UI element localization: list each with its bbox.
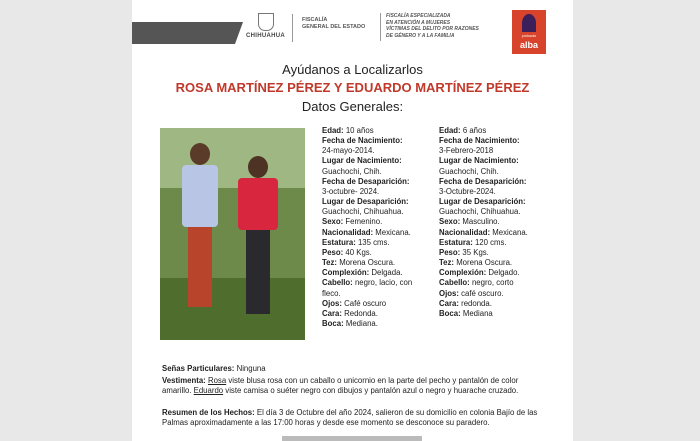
- fiscalia-line: GENERAL DEL ESTADO: [302, 24, 366, 30]
- detail-nationality: Nacionalidad: Mexicana.: [322, 227, 411, 237]
- detail-disappear-date-label: Fecha de Desaparición:: [439, 176, 527, 186]
- child-figure-eduardo: [238, 156, 278, 316]
- detail-sex: Sexo: Masculino.: [439, 217, 500, 227]
- detail-hair: Cabello: negro, corto: [439, 278, 514, 288]
- detail-disappear-place-label: Lugar de Desaparición:: [439, 197, 526, 207]
- especializada-line: VÍCTIMAS DEL DELITO POR RAZONES: [386, 26, 479, 32]
- detail-eyes: Ojos: café oscuro.: [439, 288, 504, 298]
- pants: [188, 227, 212, 307]
- alba-sub-label: protocolo: [521, 34, 537, 38]
- missing-persons-poster: [132, 0, 573, 441]
- detail-eyes: Ojos: Café oscuro: [322, 298, 387, 308]
- detail-birthplace-label: Lugar de Nacimiento:: [322, 156, 402, 166]
- facts-summary: Resumen de los Hechos: El día 3 de Octubre del año 2024, salieron de su domicilio en colonia Bajío de las Palmas aproximadamente a las 17:00 horas y desde ese momento se desconoce su paradero.: [162, 408, 538, 427]
- detail-build: Complexión: Delgado.: [439, 268, 520, 278]
- detail-hair: Cabello: negro, lacio, con: [322, 278, 413, 288]
- detail-disappear-date: 3-octubre- 2024.: [322, 186, 380, 196]
- header-divider: [380, 13, 381, 41]
- detail-hair-cont: fleco.: [322, 288, 341, 298]
- detail-complexion-tez: Tez: Morena Oscura.: [439, 258, 513, 268]
- detail-disappear-place-label: Lugar de Desaparición:: [322, 197, 409, 207]
- header-bar: [132, 22, 235, 44]
- detail-disappear-date-label: Fecha de Desaparición:: [322, 176, 410, 186]
- especializada-line: DE GÉNERO Y A LA FAMILIA: [386, 32, 455, 39]
- head: [248, 156, 268, 178]
- detail-face: Cara: redonda.: [439, 298, 492, 308]
- alba-figure-icon: [522, 14, 536, 32]
- sweater: [238, 178, 278, 230]
- child-figure-rosa: [180, 143, 220, 313]
- head: [190, 143, 210, 165]
- detail-birthplace-label: Lugar de Nacimiento:: [439, 156, 519, 166]
- detail-birthdate-label: Fecha de Nacimiento:: [439, 136, 520, 146]
- state-logo-text: CHIHUAHUA: [246, 33, 286, 39]
- detail-disappear-place: Guachochi, Chihuahua.: [439, 207, 521, 217]
- fiscalia-line: FISCALÍA: [302, 17, 328, 23]
- detail-birthplace: Guachochi, Chih.: [322, 166, 382, 176]
- fiscalia-text: [302, 17, 365, 31]
- detail-weight: Peso: 40 Kgs.: [322, 247, 372, 257]
- footer-fragment: [282, 436, 422, 441]
- distinguishing-marks: Señas Particulares: Ninguna: [162, 364, 266, 373]
- detail-complexion-tez: Tez: Morena Oscura.: [322, 258, 396, 268]
- missing-names: ROSA MARTÍNEZ PÉREZ Y EDUARDO MARTÍNEZ PÉREZ: [175, 80, 530, 95]
- especializada-line: EN ATENCIÓN A MUJERES: [386, 19, 451, 26]
- pants: [246, 230, 270, 314]
- clothing-description: Vestimenta: Rosa viste blusa rosa con un caballo o unicornio en la parte del pecho y pantalón de color amarillo. Eduardo viste camisa o suéter negro con dibujos y pantalón azul o negro y huarache cruzado.: [162, 376, 519, 395]
- detail-weight: Peso: 35 Kgs.: [439, 247, 489, 257]
- detail-mouth: Boca: Mediana.: [322, 318, 378, 328]
- blouse: [182, 165, 218, 227]
- detail-age: Edad: 10 años: [322, 126, 374, 135]
- detail-disappear-place: Guachochi, Chihuahua.: [322, 207, 404, 217]
- section-subtitle: Datos Generales:: [301, 99, 404, 114]
- header-divider: [292, 14, 293, 42]
- detail-birthdate-label: Fecha de Nacimiento:: [322, 136, 403, 146]
- detail-sex: Sexo: Femenino.: [322, 217, 383, 227]
- detail-birthplace: Guachochi, Chih.: [439, 166, 499, 176]
- fiscalia-especializada-text: [386, 13, 479, 39]
- state-crest-icon: [258, 13, 274, 31]
- detail-build: Complexión: Delgada.: [322, 268, 403, 278]
- alba-label: alba: [519, 40, 538, 50]
- detail-birthdate: 3-Febrero-2018: [439, 146, 494, 156]
- person-details-rosa: [322, 126, 434, 329]
- detail-mouth: Boca: Mediana: [439, 308, 493, 318]
- detail-face: Cara: Redonda.: [322, 308, 378, 318]
- detail-birthdate: 24-mayo-2014.: [322, 146, 375, 156]
- detail-disappear-date: 3-Octubre-2024.: [439, 186, 496, 196]
- poster-title: Ayúdanos a Localizarlos: [282, 62, 423, 77]
- especializada-line: FISCALÍA ESPECIALIZADA: [386, 13, 451, 19]
- person-details-eduardo: [439, 126, 551, 319]
- header-bar-tip: [235, 22, 243, 44]
- detail-height: Estatura: 135 cms.: [322, 237, 390, 247]
- detail-height: Estatura: 120 cms.: [439, 237, 507, 247]
- detail-age: Edad: 6 años: [439, 126, 487, 135]
- detail-nationality: Nacionalidad: Mexicana.: [439, 227, 528, 237]
- children-photo: [160, 128, 305, 340]
